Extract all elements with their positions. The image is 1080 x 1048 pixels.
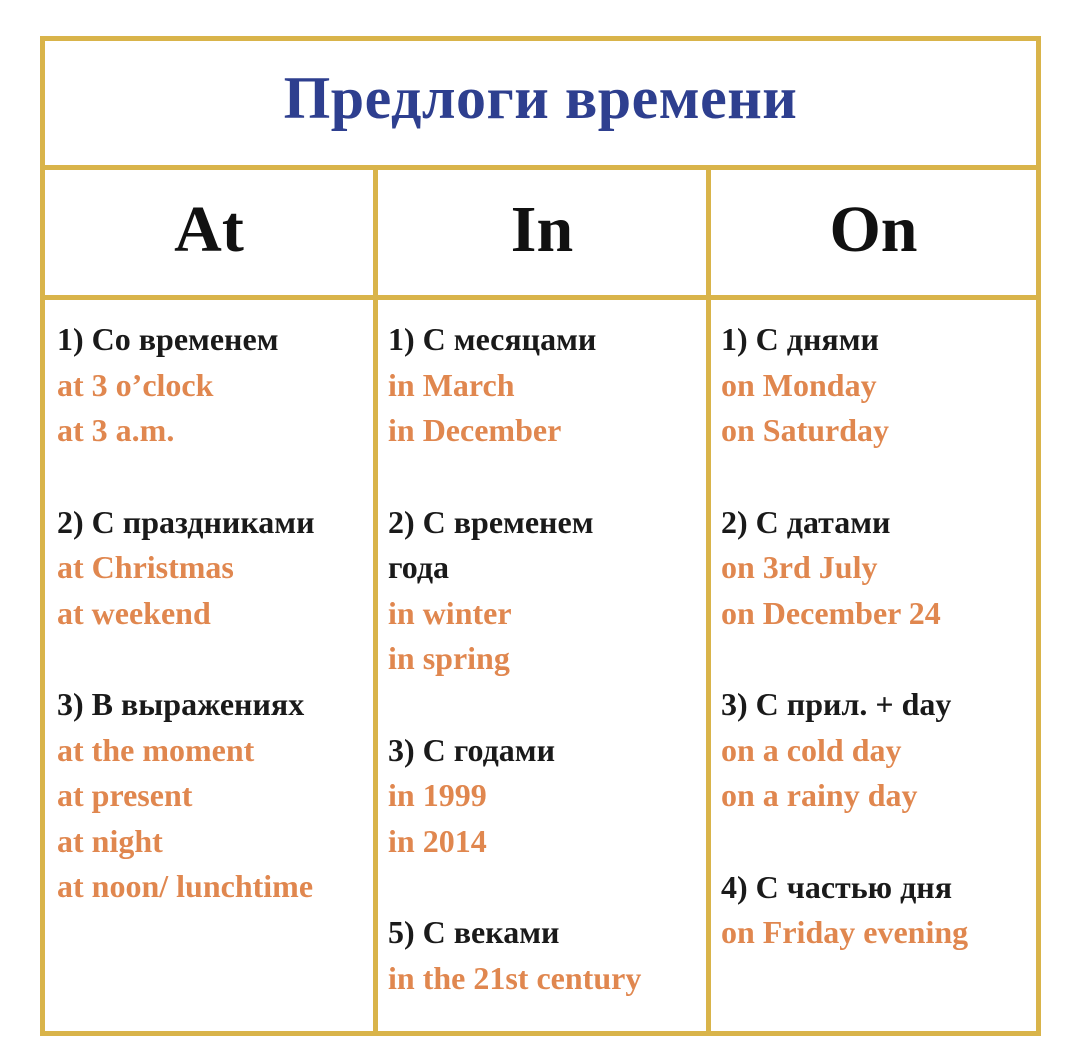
rule-label: 2) С праздниками xyxy=(57,503,315,540)
example: at night xyxy=(57,822,163,859)
rule-group xyxy=(57,500,373,637)
header-row xyxy=(45,165,1036,300)
example: on a cold day xyxy=(721,731,902,768)
rule-label: 4) С частью дня xyxy=(721,868,953,905)
example: in 2014 xyxy=(388,822,487,859)
column-in xyxy=(378,295,711,1031)
example: at 3 a.m. xyxy=(57,412,175,448)
rule-group xyxy=(57,682,373,910)
page-title: Предлоги времени xyxy=(283,64,798,131)
rule-label: 3) В выражениях xyxy=(57,686,305,722)
example: at present xyxy=(57,777,193,813)
example: at Christmas xyxy=(57,549,234,585)
example: in March xyxy=(388,366,515,403)
rule-label: 3) С годами xyxy=(388,731,555,768)
rule-label: 1) С днями xyxy=(721,321,879,357)
rule-group xyxy=(388,317,706,454)
rule-group xyxy=(721,317,1036,454)
example: in December xyxy=(388,412,562,448)
rule-group xyxy=(388,728,706,865)
rule-label: 1) С месяцами xyxy=(388,321,597,357)
rule-group xyxy=(721,865,1036,956)
rule-group xyxy=(721,500,1036,637)
example: on Monday xyxy=(721,366,877,403)
body-row xyxy=(45,295,1036,1031)
column-on xyxy=(711,295,1036,1031)
rule-group xyxy=(388,500,706,682)
prepositions-table xyxy=(40,36,1041,1036)
column-header-in: In xyxy=(378,165,711,295)
example: on Friday evening xyxy=(721,914,969,950)
column-at xyxy=(45,295,378,1031)
rule-label: 5) С веками xyxy=(388,914,560,950)
example: at noon/ lunchtime xyxy=(57,868,314,904)
title-row xyxy=(45,41,1036,170)
rule-label: 3) С прил. + day xyxy=(721,686,952,722)
column-header-on: On xyxy=(829,193,918,266)
example: at weekend xyxy=(57,594,211,631)
rule-label: 2) С временем xyxy=(388,503,594,540)
example: at 3 o’clock xyxy=(57,366,214,403)
example: in 1999 xyxy=(388,777,487,813)
rule-label: 1) Со временем xyxy=(57,321,279,357)
rule-group xyxy=(57,317,373,454)
example: on December 24 xyxy=(721,594,941,631)
rule-label: 2) С датами xyxy=(721,503,891,540)
example: on Saturday xyxy=(721,412,890,448)
rule-label-continued: года xyxy=(388,549,449,585)
example: in spring xyxy=(388,640,510,676)
example: on 3rd July xyxy=(721,549,878,585)
example: in the 21st century xyxy=(388,959,642,996)
example: in winter xyxy=(388,594,512,631)
example: on a rainy day xyxy=(721,777,918,813)
example: at the moment xyxy=(57,731,255,768)
rule-group xyxy=(721,682,1036,819)
column-header-at: At xyxy=(45,165,378,295)
rule-group xyxy=(388,910,706,1001)
